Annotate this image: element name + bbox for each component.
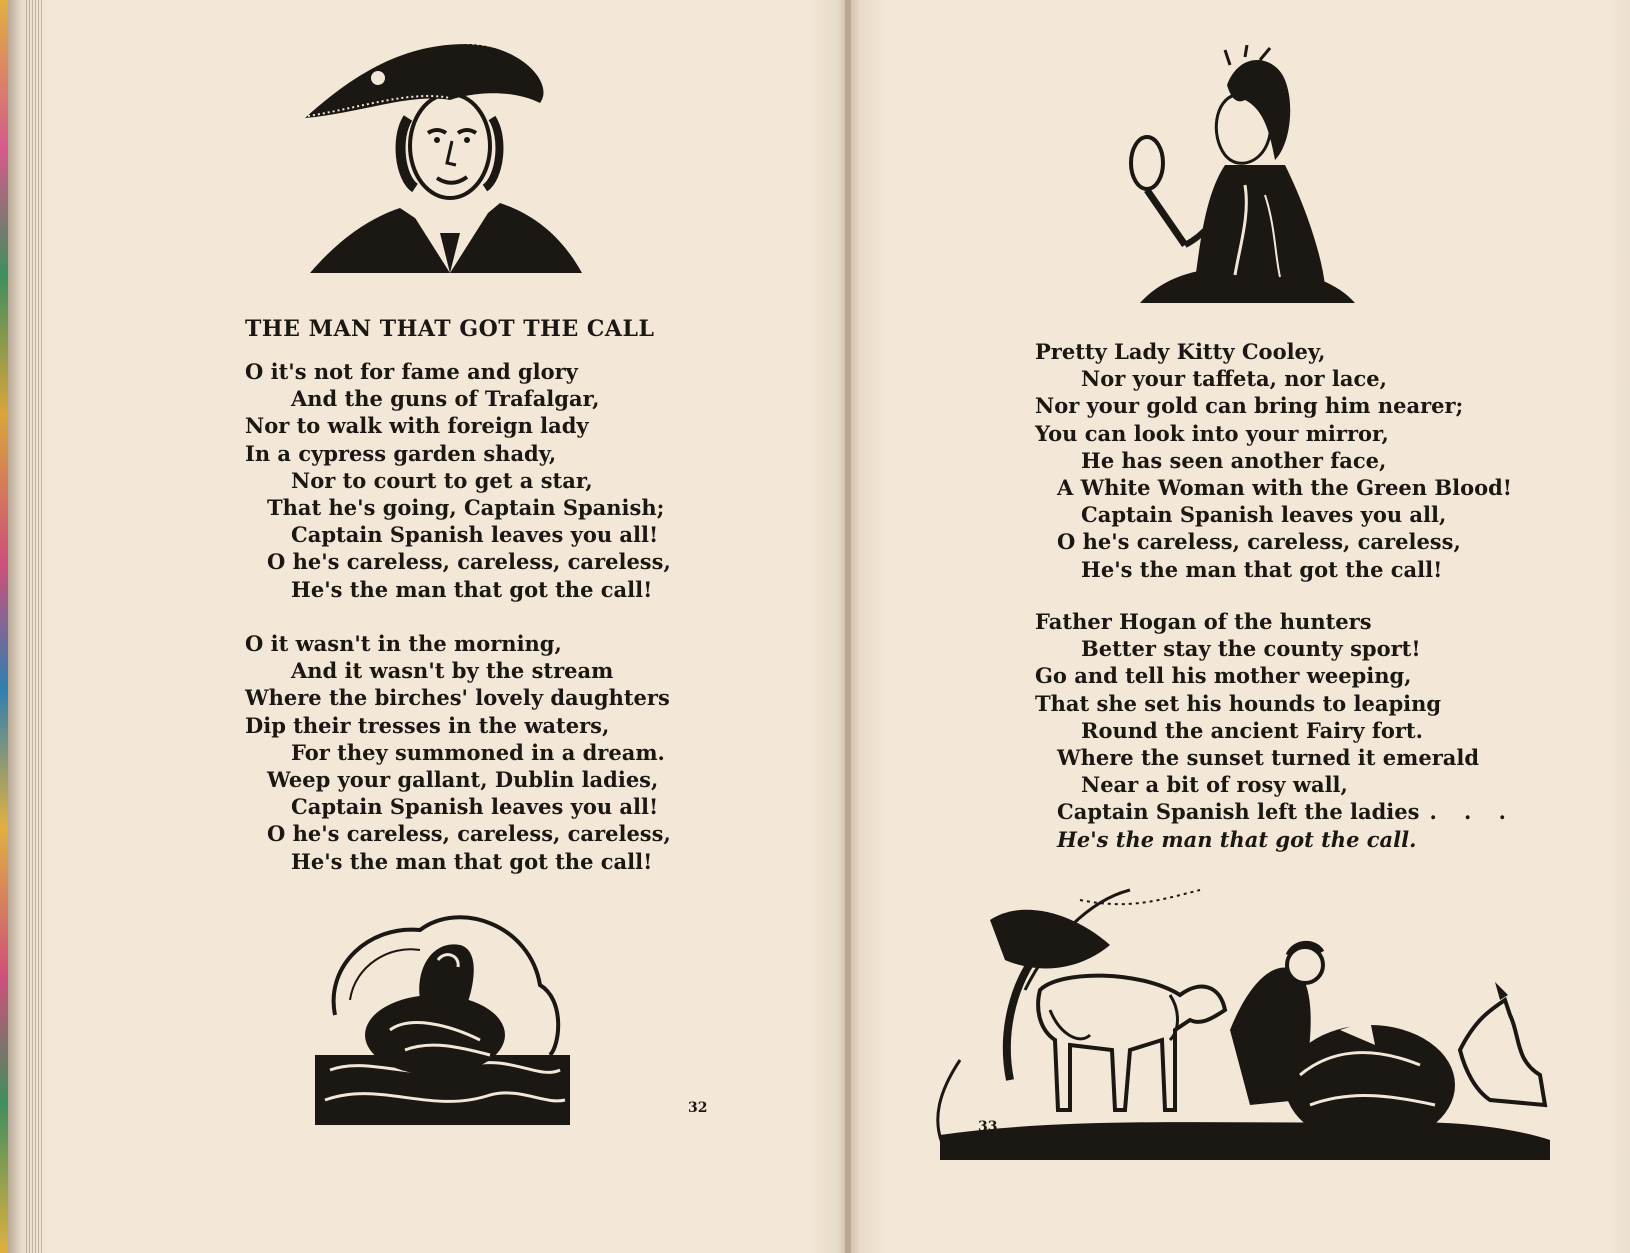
poem-line-text: Captain Spanish leaves you all! — [291, 522, 659, 548]
stanza-2 — [245, 630, 671, 875]
poem-line — [245, 548, 671, 575]
poem-line-text: O he's careless, careless, careless, — [267, 549, 671, 575]
poem-line — [245, 358, 671, 385]
poem-line-text: He's the man that got the call. — [1057, 826, 1417, 852]
poem-line — [1035, 744, 1516, 771]
poem-line — [1035, 420, 1512, 447]
poem-line — [245, 739, 671, 766]
poem-line — [245, 848, 671, 875]
cover-edge-strip — [0, 0, 8, 1253]
poem-line — [1035, 392, 1512, 419]
poem-line-text: O it wasn't in the morning, — [245, 631, 562, 656]
poem-line-text: Nor to walk with foreign lady — [245, 413, 589, 439]
poem-line — [1035, 501, 1512, 528]
poem-line-text: Nor to court to get a star, — [291, 467, 593, 493]
poem-line-text: In a cypress garden shady, — [245, 440, 557, 466]
poem-line-text: Weep your gallant, Dublin ladies, — [267, 767, 659, 793]
poem-line — [1035, 826, 1516, 853]
poem-line — [1035, 690, 1516, 717]
poem-line-text: A White Woman with the Green Blood! — [1057, 475, 1513, 501]
poem-line-text: Father Hogan of the hunters — [1035, 609, 1372, 634]
poem-line — [1035, 338, 1512, 365]
poem-line — [245, 684, 671, 711]
poem-line-text: O he's careless, careless, careless, — [1057, 529, 1461, 555]
poem-line-text: Near a bit of rosy wall, — [1081, 772, 1348, 798]
poem-line-text: Nor your taffeta, nor lace, — [1081, 366, 1387, 392]
poem-line — [245, 385, 671, 412]
poem-line-text: For they summoned in a dream. — [291, 739, 665, 765]
poem-line — [245, 494, 671, 521]
poem-line-text: Dip their tresses in the waters, — [245, 712, 610, 738]
poem-line — [245, 793, 671, 820]
poem-line-text: Go and tell his mother weeping, — [1035, 663, 1412, 689]
poem-line — [245, 712, 671, 739]
poem-line — [1035, 447, 1512, 474]
poem-line — [1035, 474, 1512, 501]
poem-line — [245, 657, 671, 684]
poem-line — [1035, 662, 1516, 689]
lady-with-mirror-illustration — [1125, 45, 1365, 315]
page-number-right: 33 — [978, 1119, 998, 1135]
poem-line-text: That he's going, Captain Spanish; — [267, 495, 665, 521]
poem-line-text: Better stay the county sport! — [1081, 636, 1421, 662]
poem-line-text: Pretty Lady Kitty Cooley, — [1035, 339, 1326, 364]
poem-line — [1035, 528, 1512, 555]
hunting-scene-illustration — [930, 860, 1560, 1170]
poem-line — [245, 440, 671, 467]
poem-line — [1035, 771, 1516, 798]
poem-line-text: And the guns of Trafalgar, — [291, 386, 600, 412]
page-number-left: 32 — [688, 1100, 708, 1116]
poem-line-text: And it wasn't by the stream — [291, 658, 614, 684]
poem-line — [1035, 635, 1516, 662]
page-edge-lines — [26, 0, 42, 1253]
poem-title: THE MAN THAT GOT THE CALL — [245, 316, 655, 342]
poem-line-text: Round the ancient Fairy fort. — [1081, 717, 1423, 743]
book-gutter — [845, 0, 851, 1253]
poem-line-text: Captain Spanish leaves you all, — [1081, 502, 1447, 528]
poem-line-text: He's the man that got the call! — [291, 576, 653, 602]
poem-line-text: Captain Spanish leaves you all! — [291, 794, 659, 820]
crouching-figure-illustration — [310, 905, 575, 1130]
poem-line — [1035, 365, 1512, 392]
poem-line — [1035, 717, 1516, 744]
poem-line — [245, 576, 671, 603]
poem-line — [245, 412, 671, 439]
poem-line — [245, 467, 671, 494]
ellipsis-dots: . . . — [1429, 799, 1516, 825]
poem-line-text: Where the birches' lovely daughters — [245, 685, 670, 711]
poem-line — [1035, 608, 1516, 635]
poem-line-text: He has seen another face, — [1081, 447, 1387, 473]
poem-line-text: Nor your gold can bring him nearer; — [1035, 393, 1464, 419]
poem-line — [1035, 798, 1516, 825]
poem-line-text: Captain Spanish left the ladies — [1057, 799, 1420, 825]
poem-line-text: You can look into your mirror, — [1035, 420, 1389, 446]
poem-line — [245, 521, 671, 548]
poem-line-text: Where the sunset turned it emerald — [1057, 745, 1480, 771]
poem-line-text: He's the man that got the call! — [1081, 556, 1443, 582]
poem-line-text: O he's careless, careless, careless, — [267, 821, 671, 847]
poem-line — [245, 630, 671, 657]
captain-portrait-illustration — [300, 38, 590, 278]
stanza-1 — [245, 358, 671, 603]
stanza-3 — [1035, 338, 1512, 583]
poem-line — [245, 766, 671, 793]
poem-line — [1035, 556, 1512, 583]
poem-line-text: That she set his hounds to leaping — [1035, 690, 1442, 716]
poem-line — [245, 820, 671, 847]
poem-line-text: O it's not for fame and glory — [245, 359, 578, 384]
poem-line-text: He's the man that got the call! — [291, 848, 653, 874]
stanza-4 — [1035, 608, 1516, 853]
